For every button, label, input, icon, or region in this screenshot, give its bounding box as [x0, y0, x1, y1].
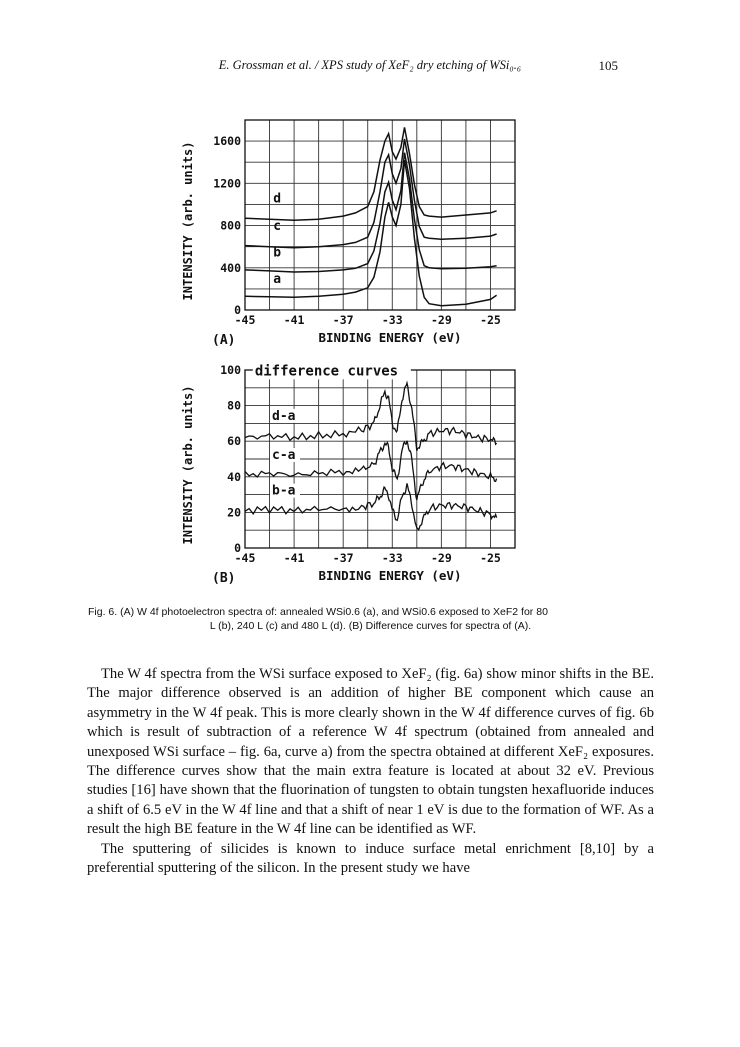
curve-label-c-a: c-a: [272, 448, 296, 463]
y-tick-label: 1600: [213, 134, 241, 149]
x-tick-label: -25: [480, 551, 501, 565]
running-title: E. Grossman et al. / XPS study of XeF₂ dry etching of WSi₀.₆: [218, 58, 522, 72]
panel-label: (A): [212, 333, 236, 348]
y-tick-label: 20: [227, 505, 241, 520]
figure-6b-chart: [170, 360, 550, 600]
caption-line-2: L (b), 240 L (c) and 480 L (d). (B) Difference curves for spectra of (A).: [209, 620, 532, 632]
y-tick-label: 800: [220, 218, 241, 233]
x-tick-label: -33: [381, 313, 403, 327]
x-tick-label: -25: [480, 313, 501, 327]
x-tick-label: -41: [283, 313, 305, 327]
y-tick-label: 40: [227, 469, 241, 484]
y-tick-label: 0: [234, 303, 241, 317]
x-axis-label: BINDING ENERGY (eV): [318, 330, 462, 345]
running-header: [0, 50, 740, 72]
figure-caption: [88, 605, 653, 633]
y-tick-label: 60: [227, 434, 241, 449]
series-line-b: [245, 153, 497, 272]
series-line-c: [245, 139, 497, 248]
inset-text: difference curves: [254, 363, 399, 380]
curve-label-d: d: [273, 191, 282, 207]
curve-label-a: a: [273, 271, 282, 287]
y-tick-label: 1200: [213, 176, 241, 191]
series-line-a: [245, 160, 497, 306]
x-axis-label: BINDING ENERGY (eV): [318, 568, 462, 583]
y-tick-label: 0: [234, 541, 241, 555]
y-tick-label: 400: [220, 260, 241, 275]
x-tick-label: -45: [234, 551, 256, 565]
y-tick-label: 80: [227, 398, 241, 413]
figure-6a-chart: [170, 108, 550, 358]
curve-label-c: c: [273, 219, 282, 235]
x-tick-label: -41: [283, 551, 305, 565]
paragraph: The W 4f spectra from the WSi surface exposed to XeF₂ (fig. 6a) show minor shifts in the BE. The major difference observed is an addition of higher BE component which cause an asymmetry in the W 4f peak. This is more clearly shown in the W 4f difference curves of fig. 6b which is result of subtraction of a reference W 4f spectrum (obtained from annealed and unexposed WSi surface – fig. 6a, curve a) from the spectra obtained at different XeF₂ exposures. The difference curves show that the main extra feature is located at about 32 eV. Previous studies [16] have shown that the fluorination of tungsten to obtain tungsten hexafluoride induces a shift of 6.5 eV in the W 4f line and that a shift of near 1 eV is due to the formation of WF. As a result the high BE feature in the W 4f line can be identified as WF.: [87, 666, 654, 838]
caption-line-1: Fig. 6. (A) W 4f photoelectron spectra of: annealed WSi0.6 (a), and WSi0.6 exposed to XeF2 for 80: [88, 606, 548, 618]
body-text: [87, 665, 654, 878]
curve-label-d-a: d-a: [272, 408, 296, 424]
x-tick-label: -37: [332, 551, 354, 565]
x-tick-label: -29: [430, 313, 452, 327]
y-tick-label: 100: [220, 363, 241, 377]
x-tick-label: -29: [430, 551, 452, 565]
y-axis-label: INTENSITY (arb. units): [181, 385, 195, 545]
page-number: 105: [598, 58, 618, 73]
curve-label-b: b: [273, 245, 282, 261]
paragraph: The sputtering of silicides is known to induce surface metal enrichment [8,10] by a preferential sputtering of the silicon. In the present study we have: [87, 840, 654, 877]
x-tick-label: -37: [332, 313, 354, 327]
panel-label: (B): [212, 571, 236, 586]
curve-label-b-a: b-a: [272, 483, 296, 499]
y-axis-label: INTENSITY (arb. units): [181, 141, 195, 301]
x-tick-label: -33: [381, 551, 403, 565]
x-tick-label: -45: [234, 313, 256, 327]
